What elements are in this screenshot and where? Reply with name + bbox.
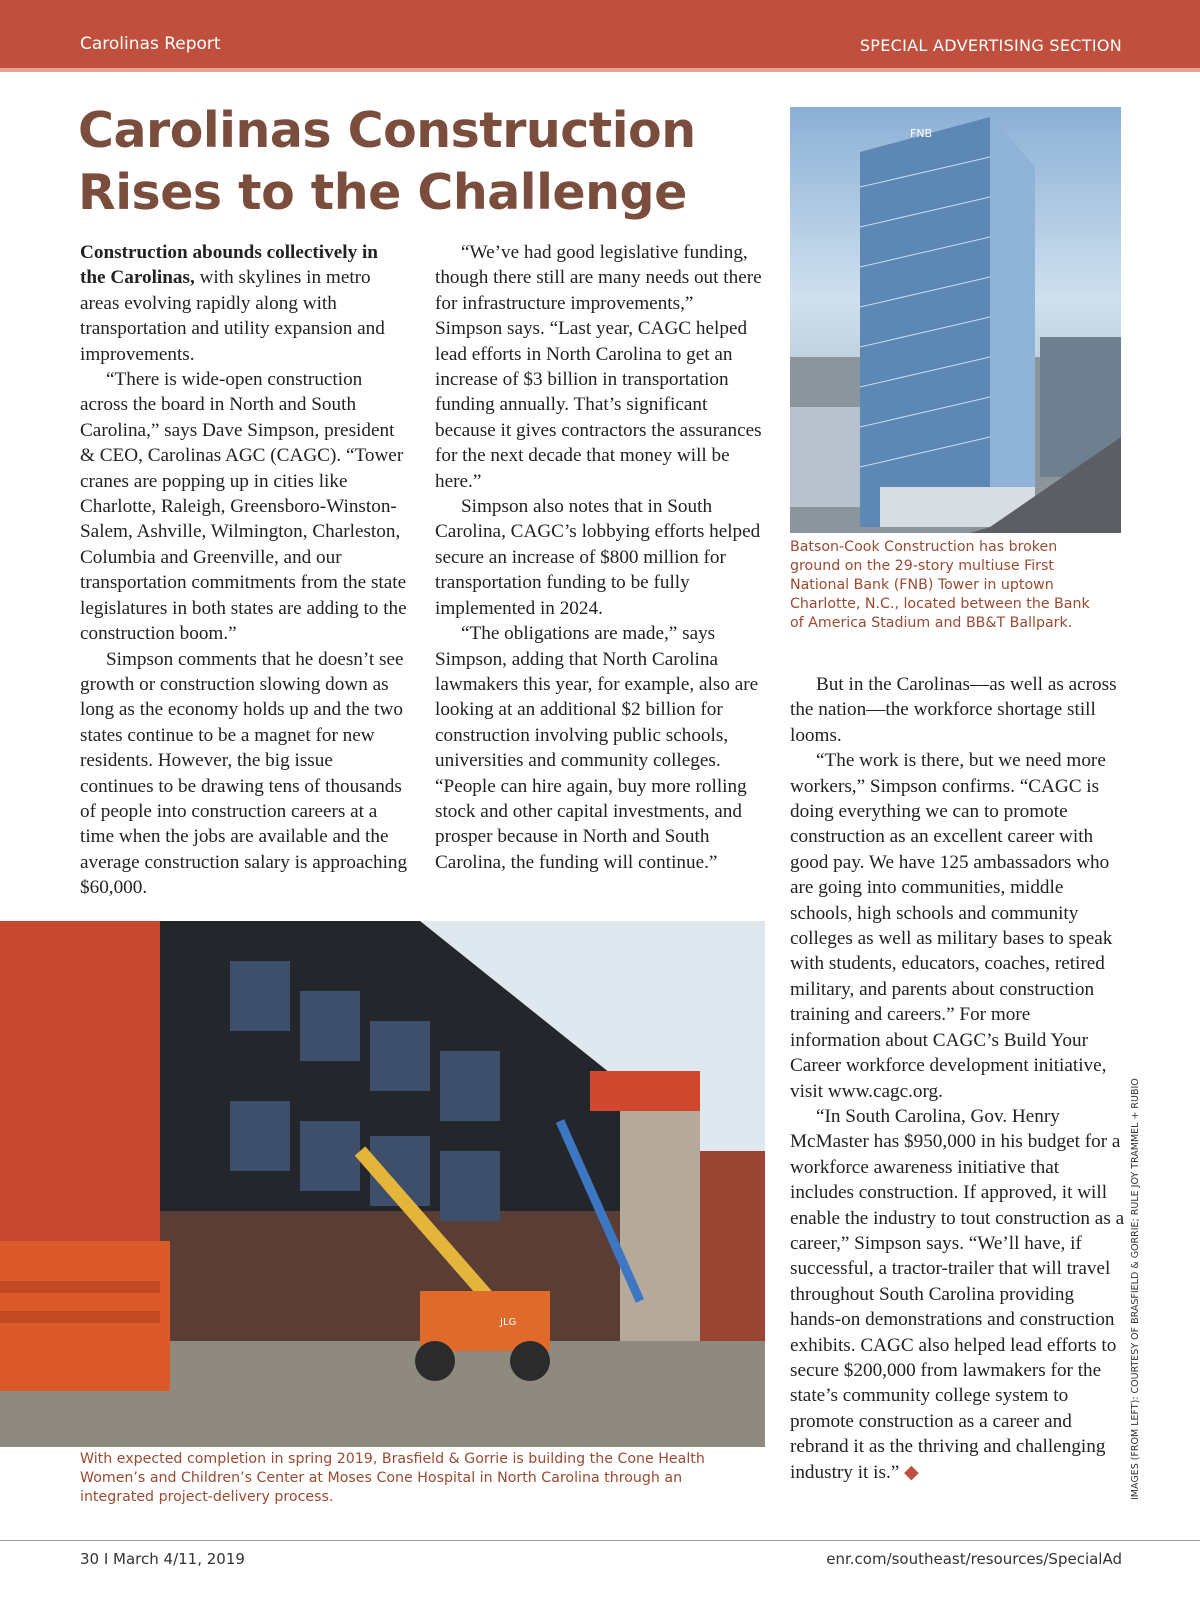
paragraph-2: “There is wide-open construction across the board in North and South Carolina,” says Dave Simpson, president & CEO, Carolinas AGC (CAGC). “Tower cranes are popping up in cities like Charlotte, Raleigh, Greensboro-Winston-Salem, Ashville, Wilmington, Charleston, Columbia and Greenville, and our transportation commitments from the state legislatures in both states are adding to the construction boom.” xyxy=(80,369,407,645)
fnb-tower-photo xyxy=(790,107,1121,533)
advertising-label: SPECIAL ADVERTISING SECTION xyxy=(859,36,1122,55)
paragraph-8: “The work is there, but we need more workers,” Simpson confirms. “CAGC is doing everything we can to promote construction as an excellent career with good pay. We have 125 ambassadors who are going into communities, middle schools, high schools and community colleges as well as military bases to speak with students, educators, coaches, retired military, and parents about construction training and careers.” For more information about CAGC’s Build Your Career workforce development initiative, visit www.cagc.org. xyxy=(790,750,1113,1102)
header-rule xyxy=(0,68,1200,72)
paragraph-9 xyxy=(790,1104,1125,1485)
footer-rule xyxy=(0,1540,1200,1541)
article-column-1 xyxy=(80,240,408,901)
lift-logo: JLG xyxy=(500,1317,517,1328)
paragraph-7: But in the Carolinas—as well as across the nation—the workforce shortage still looms. xyxy=(790,674,1117,746)
page-number-date: 30 I March 4/11, 2019 xyxy=(80,1550,245,1568)
fnb-sign: FNB xyxy=(910,127,933,140)
fnb-tower-illustration xyxy=(790,107,1121,533)
paragraph-4: “We’ve had good legislative funding, though there still are many needs out there for infrastructure improvements,” Simpson says. “Last year, CAGC helped lead efforts in North Carolina to get an increase of $3 billion in transportation funding annually. That’s significant because it gives contractors the assurances for the next decade that money will be here.” xyxy=(435,242,762,492)
article-column-3 xyxy=(790,672,1125,1485)
construction-site-illustration xyxy=(0,921,765,1447)
construction-site-photo xyxy=(0,921,765,1447)
paragraph-3: Simpson comments that he doesn’t see growth or construction slowing down as long as the economy holds up and the two states continue to be a magnet for new residents. However, the big issue continues to be drawing tens of thousands of people into construction careers at a time when the jobs are available and the average construction salary is approaching $60,000. xyxy=(80,648,408,899)
section-label: Carolinas Report xyxy=(80,34,221,54)
footer-url: enr.com/southeast/resources/SpecialAd xyxy=(826,1550,1122,1568)
paragraph-5: Simpson also notes that in South Carolina, CAGC’s lobbying efforts helped secure an increase of $800 million for transportation funding to be fully implemented in 2024. xyxy=(435,496,761,619)
tower-caption: Batson-Cook Construction has broken ground on the 29-story multiuse First National Bank (FNB) Tower in uptown Charlotte, N.C., located between the Bank of America Stadium and BB&T Ballpark. xyxy=(790,539,1090,631)
lead-in: Construction abounds collectively in the Carolinas, xyxy=(80,242,378,289)
site-caption: With expected completion in spring 2019, Brasfield & Gorrie is building the Cone Health Women’s and Children’s Center at Moses Cone Hospital in North Carolina through an integrated project-delivery process. xyxy=(80,1451,705,1505)
paragraph-6: “The obligations are made,” says Simpson, adding that North Carolina lawmakers this year, for example, also are looking at an additional $2 billion for construction involving public schools, universities and community colleges. “People can hire again, buy more rolling stock and other capital investments, and prosper because in North and South Carolina, the funding will continue.” xyxy=(435,623,759,873)
article-column-2 xyxy=(435,240,765,875)
paragraph-9-text: “In South Carolina, Gov. Henry McMaster has $950,000 in his budget for a workforce awareness initiative that includes construction. If approved, it will enable the industry to tout construction as a career,” Simpson says. “We’ll have, if successful, a tractor-trailer that will travel throughout South Carolina providing hands-on demonstrations and construction exhibits. CAGC also helped lead efforts to secure $200,000 from lawmakers for the state’s community college system to promote construction as a career and rebrand it as the thriving and challenging industry it is.” xyxy=(790,1105,1125,1483)
article-title: Carolinas Construction Rises to the Challenge xyxy=(78,102,696,221)
photo-credit: IMAGES (FROM LEFT): COURTESY OF BRASFIELD & GORRIE; RULE JOY TRAMMEL + RUBIO xyxy=(1130,1078,1141,1500)
paragraph-1-text: with skylines in metro areas evolving rapidly along with transportation and utility expansion and improvements. xyxy=(80,267,385,365)
end-mark-icon: ◆ xyxy=(904,1461,919,1483)
paragraph-1 xyxy=(80,240,408,367)
